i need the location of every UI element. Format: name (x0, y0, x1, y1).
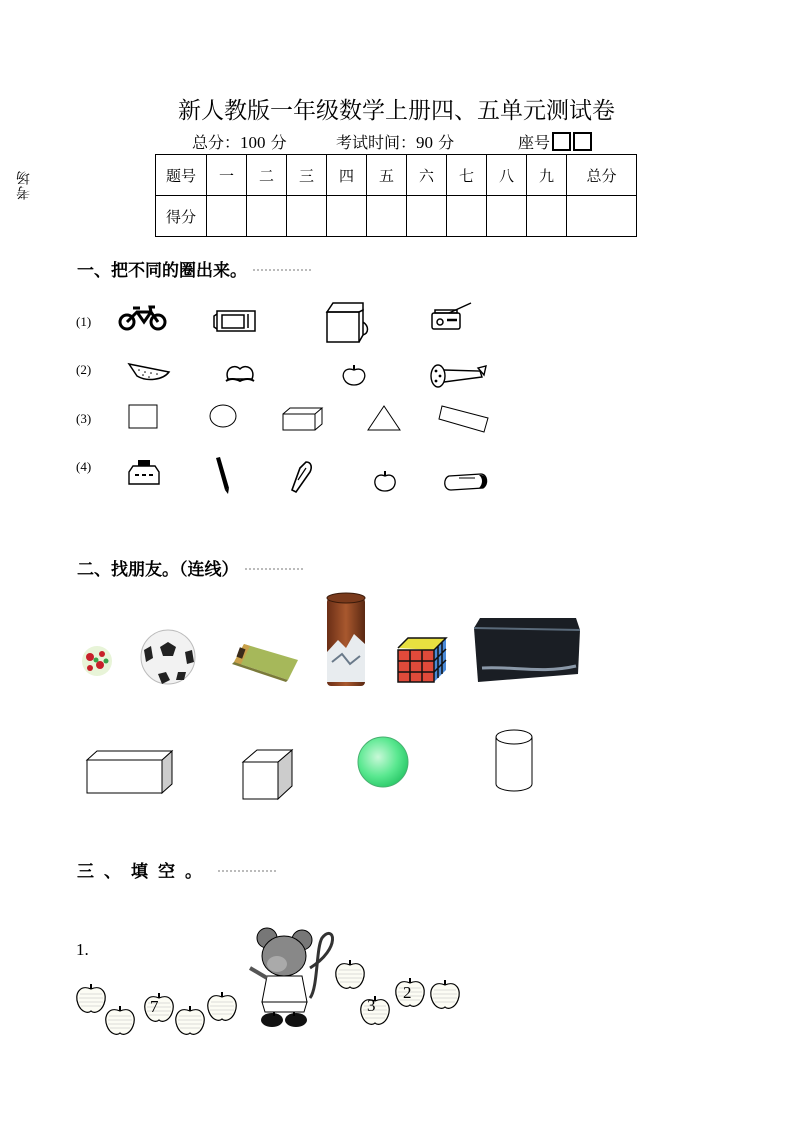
apple-icon (77, 984, 105, 1012)
apple-icon (336, 960, 364, 988)
apple-icon (176, 1006, 204, 1034)
square-icon[interactable] (128, 404, 158, 430)
pencil-case-icon[interactable] (443, 472, 491, 492)
score-cell[interactable] (207, 196, 247, 237)
question-label: (1) (76, 314, 92, 329)
score-cell[interactable] (367, 196, 407, 237)
seat-box-2[interactable] (573, 132, 592, 151)
apple-icon[interactable] (372, 470, 398, 494)
section-3-heading: 三、填空。 (77, 857, 276, 882)
question-1-label: 1. (76, 940, 89, 959)
score-cell[interactable] (487, 196, 527, 237)
apple-icon (208, 992, 236, 1020)
ink-bottle-icon[interactable] (127, 458, 161, 486)
bicycle-icon[interactable] (117, 305, 169, 331)
section-2-heading: 二、找朋友。（连线） (77, 555, 303, 580)
question-label: (2) (76, 362, 92, 377)
sphere-shape[interactable] (356, 735, 410, 789)
pen-icon[interactable] (290, 460, 314, 494)
lotus-root-icon[interactable] (428, 363, 490, 389)
radio-icon[interactable] (429, 302, 473, 332)
header-cell: 七 (447, 155, 487, 196)
header-cell: 一 (207, 155, 247, 196)
question-label: (3) (76, 411, 92, 426)
apple-counting-illustration (72, 928, 472, 1038)
rectangle-icon[interactable] (438, 404, 490, 434)
watermark (253, 269, 311, 273)
header-cell: 三 (287, 155, 327, 196)
apple-icon (106, 1006, 134, 1034)
triangle-icon[interactable] (366, 404, 402, 432)
watermark (245, 568, 303, 572)
apple-number: 2 (403, 983, 412, 1002)
header-cell: 九 (527, 155, 567, 196)
header-cell: 八 (487, 155, 527, 196)
header-cell: 五 (367, 155, 407, 196)
score-table-header-row (156, 155, 637, 196)
score-table (155, 154, 637, 237)
row-label: 得分 (156, 196, 207, 237)
matchbox-photo[interactable] (230, 640, 300, 682)
apple-number: 7 (150, 997, 159, 1016)
page-title: 新人教版一年级数学上册四、五单元测试卷 (178, 98, 615, 124)
cylinder-shape[interactable] (494, 728, 534, 794)
apple-icon (431, 980, 459, 1008)
apple-icon[interactable] (340, 364, 368, 386)
header-cell: 六 (407, 155, 447, 196)
score-cell[interactable] (527, 196, 567, 237)
score-cell[interactable] (407, 196, 447, 237)
watermelon-slice-icon[interactable] (127, 362, 171, 382)
header-cell: 四 (327, 155, 367, 196)
cube-shape[interactable] (242, 749, 294, 801)
microwave-icon[interactable] (213, 309, 257, 333)
header-cell: 题号 (156, 155, 207, 196)
shoe-box-photo[interactable] (472, 616, 582, 686)
soccer-ball-photo[interactable] (140, 628, 196, 686)
seat-box-1[interactable] (552, 132, 571, 151)
cuboid-icon[interactable] (282, 406, 324, 432)
apple-number: 3 (367, 996, 376, 1015)
score-cell[interactable] (447, 196, 487, 237)
pencil-icon[interactable] (214, 456, 232, 496)
seat-number-info: 座号 (518, 130, 592, 153)
score-cell[interactable] (247, 196, 287, 237)
score-cell[interactable] (567, 196, 637, 237)
section-1-heading: 一、把不同的圈出来。 (77, 256, 311, 281)
circle-icon[interactable] (208, 403, 238, 429)
watermark (218, 870, 276, 874)
header-cell: 总分 (567, 155, 637, 196)
question-label: (4) (76, 459, 92, 474)
exam-room-label: 考场 (16, 170, 32, 200)
score-cell[interactable] (287, 196, 327, 237)
washing-machine-icon[interactable] (325, 300, 370, 344)
small-ball-photo[interactable] (80, 645, 114, 677)
header-cell: 二 (247, 155, 287, 196)
peach-icon[interactable] (224, 363, 256, 387)
cuboid-shape[interactable] (86, 748, 174, 794)
total-score-info: 总分：100 分 (192, 133, 287, 152)
mouse-icon (250, 928, 333, 1027)
score-table-score-row (156, 196, 637, 237)
tea-can-photo[interactable] (324, 592, 368, 688)
rubiks-cube-photo[interactable] (396, 636, 448, 684)
score-cell[interactable] (327, 196, 367, 237)
exam-time-info: 考试时间：90 分 (336, 133, 455, 152)
